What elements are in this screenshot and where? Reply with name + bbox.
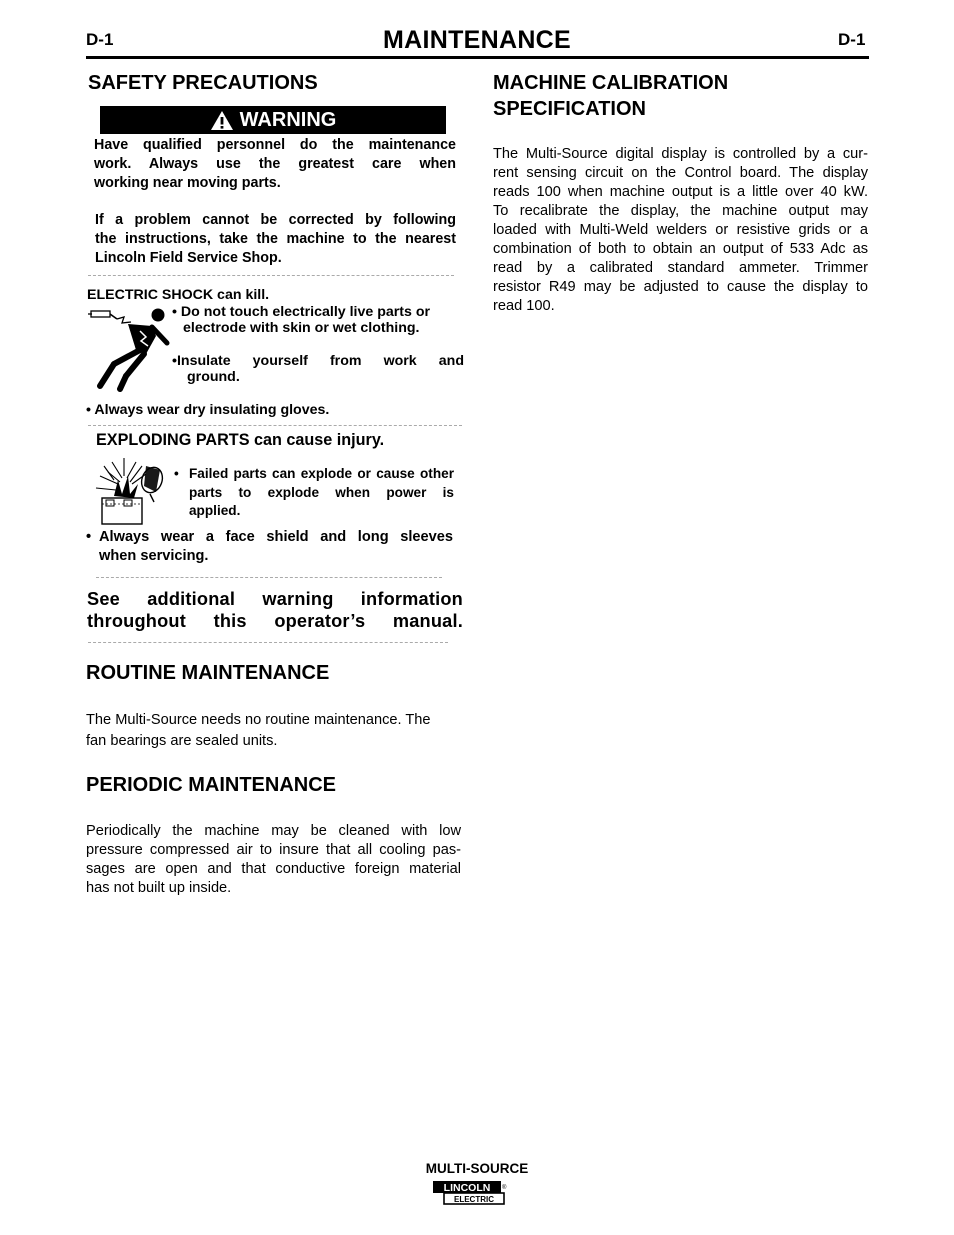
- exploding-parts-icon: [94, 456, 166, 528]
- warning-banner: [100, 106, 446, 134]
- electric-shock-icon: [88, 306, 172, 392]
- lincoln-electric-logo: [432, 1179, 512, 1207]
- routine-maintenance-text: The Multi-Source needs no routine maintenance. The fan bearings are sealed units.: [86, 712, 431, 749]
- calibration-heading: MACHINE CALIBRATION SPECIFICATION: [493, 72, 729, 120]
- logo-text-bottom: ELECTRIC: [454, 1195, 494, 1204]
- divider: [88, 642, 448, 643]
- warning-label: WARNING: [239, 108, 337, 131]
- periodic-maintenance-heading: PERIODIC MAINTENANCE: [86, 774, 337, 796]
- shock-bullet-3: • Always wear dry insulating gloves.: [86, 402, 330, 418]
- exploding-parts-heading: EXPLODING PARTS can cause injury.: [96, 431, 385, 449]
- page-number-left: D-1: [86, 30, 114, 49]
- header-rule: [86, 56, 869, 59]
- warning-paragraph-2: If a problem cannot be corrected by following the instructions, take the machine to the nearest Lincoln Field Service Shop.: [95, 212, 456, 266]
- page-number-right: D-1: [838, 30, 866, 49]
- shock-bullet-1: • Do not touch electrically live parts or electrode with skin or wet clothing.: [172, 304, 431, 336]
- routine-maintenance-heading: ROUTINE MAINTENANCE: [86, 662, 330, 684]
- warning-triangle-icon: [210, 110, 234, 131]
- calibration-text: The Multi-Source digital display is controlled by a cur- rent sensing circuit on the Control board. The display reads 100 when machine output is a little over 40 kW. To recalibrate the display, the machine output may loaded with Multi-Weld welders or resistive grids or a combination of both to obtain an output of 533 Adc as read by a calibrated standard ammeter. Trimmer resistor R49 may be adjusted to cause the display to read 100.: [493, 146, 868, 314]
- page-title: MAINTENANCE: [382, 26, 572, 54]
- footer-product-name: MULTI-SOURCE: [425, 1161, 529, 1176]
- logo-registered-mark: ®: [502, 1185, 507, 1191]
- divider: [88, 425, 462, 426]
- shock-bullet-2: •Insulate yourself from work and ground.: [172, 353, 464, 385]
- explode-bullet-1: • Failed parts can explode or cause other parts to explode when power is applied.: [174, 466, 454, 518]
- electric-shock-heading: ELECTRIC SHOCK can kill.: [87, 287, 270, 303]
- additional-warning-note: See additional warning information throughout this operator’s manual.: [87, 589, 463, 631]
- explode-bullet-2: • Always wear a face shield and long sleeves when servicing.: [86, 529, 453, 564]
- logo-text-top: LINCOLN: [443, 1182, 491, 1194]
- safety-precautions-heading: SAFETY PRECAUTIONS: [88, 72, 318, 94]
- divider: [88, 275, 454, 276]
- divider: [96, 577, 442, 578]
- warning-paragraph-1: Have qualified personnel do the maintenance work. Always use the greatest care when working near moving parts.: [94, 137, 456, 191]
- periodic-maintenance-text: Periodically the machine may be cleaned with low pressure compressed air to insure that all cooling pas- sages are open and that conductive foreign material has not built up inside.: [86, 823, 461, 896]
